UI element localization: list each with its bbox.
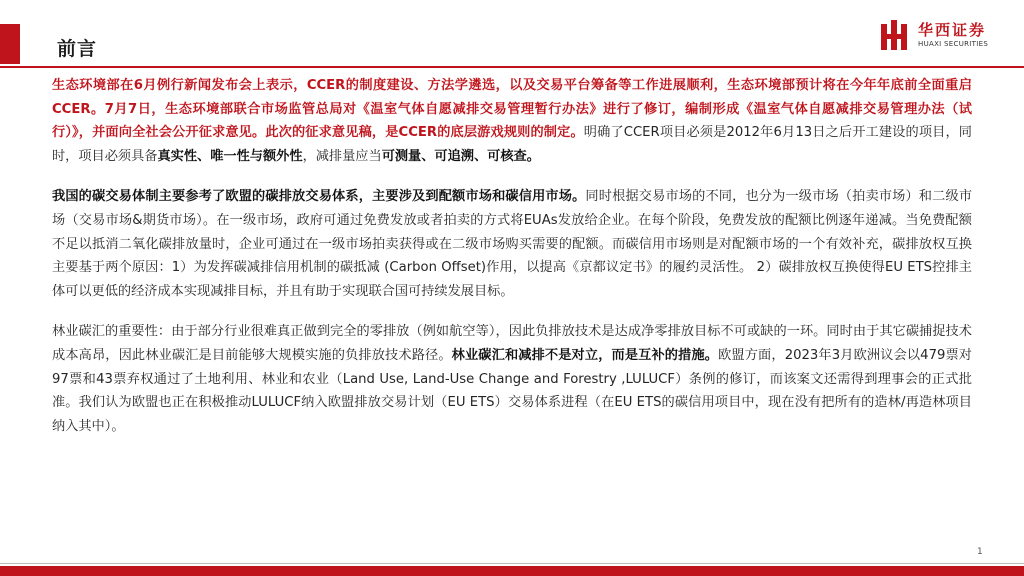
ccer-body-text: 明确了CCER项目必须是2012年6月13日之后开工建设的项目，同时，项目必须具备 [52,125,972,164]
trading-system-lead-text: 我国的碳交易体制主要参考了欧盟的碳排放交易体系，主要涉及到配额市场和碳信用市场。 [52,189,586,205]
footer-divider [0,563,1024,564]
forestry-eu-text: 欧盟方面，2023年3月欧洲议会以479票对97票和43票弃权通过了土地利用、林业和农业（Land Use, Land-Use Change and Forestry ,LULUCF）条例的修订，而该案文还需得到理事会的正式批准。我们认为欧盟也正在积极推动LULUCF纳入欧盟排放交易计划（EU ETS）交易体系进程（在EU ETS的碳信用项目中，现在没有把所有的造林/再造林项目纳入其中）。 [52,347,972,434]
title-divider [0,66,1024,68]
paragraph-spacer [52,303,972,320]
footer-accent-bar [0,566,1024,576]
ccer-highlight-text: 生态环境部在6月例行新闻发布会上表示，CCER的制度建设、方法学遴选，以及交易平台筹备等工作进展顺利，生态环境部预计将在今年年底前全面重启CCER。7月7日，生态环境部联合市场监管总局对《温室气体自愿减排交易管理暂行办法》进行了修订，编制形成《温室气体自愿减排交易管理办法（试行）》，并面向全社会公开征求意见。此次的征求意见稿，是CCER的底层游戏规则的制定。 [52,78,972,141]
huaxi-logo-icon [880,18,910,52]
paragraph-ccer [52,74,972,168]
logo-english-name: HUAXI SECURITIES [918,40,989,48]
ccer-requirements-text: 真实性、唯一性与额外性 [157,148,303,164]
paragraph-spacer [52,168,972,185]
forestry-key-point-text: 林业碳汇和减排不是对立，而是互补的措施。 [451,347,719,363]
page-number: 1 [977,547,983,557]
ccer-measurement-text: 可测量、可追溯、可核查。 [381,148,540,164]
trading-system-body-text: 同时根据交易市场的不同，也分为一级市场（拍卖市场）和二级市场（交易市场&期货市场）。在一级市场，政府可通过免费发放或者拍卖的方式将EUAs发放给企业。在每个阶段，免费发放的配额比例逐年递减。当免费配额不足以抵消二氧化碳排放量时，企业可通过在一级市场拍卖获得或在二级市场购买需要的配额。而碳信用市场则是对配额市场的一个有效补充，碳排放权互换主要基于两个原因：1）为发挥碳减排信用机制的碳抵减 (Carbon Offset)作用，以提高《京都议定书》的履约灵活性。 2）碳排放权互换使得EU ETS控排主体可以更低的经济成本实现减排目标，并且有助于实现联合国可持续发展目标。 [52,189,973,299]
paragraph-forestry-carbon [52,320,972,438]
forestry-intro-text: 林业碳汇的重要性：由于部分行业很难真正做到完全的零排放（例如航空等），因此负排放技术是达成净零排放目标不可或缺的一环。同时由于其它碳捕捉技术成本高昂，因此林业碳汇是目前能够大规模实施的负排放技术路径。 [52,324,972,363]
logo-chinese-name: 华西证券 [918,21,987,39]
paragraph-carbon-trading [52,185,972,303]
main-content [52,74,972,438]
ccer-connector-text: ，减排量应当 [302,148,382,164]
page-title: 前言 [57,38,98,60]
company-logo [880,16,1010,56]
title-accent-block [0,24,20,64]
